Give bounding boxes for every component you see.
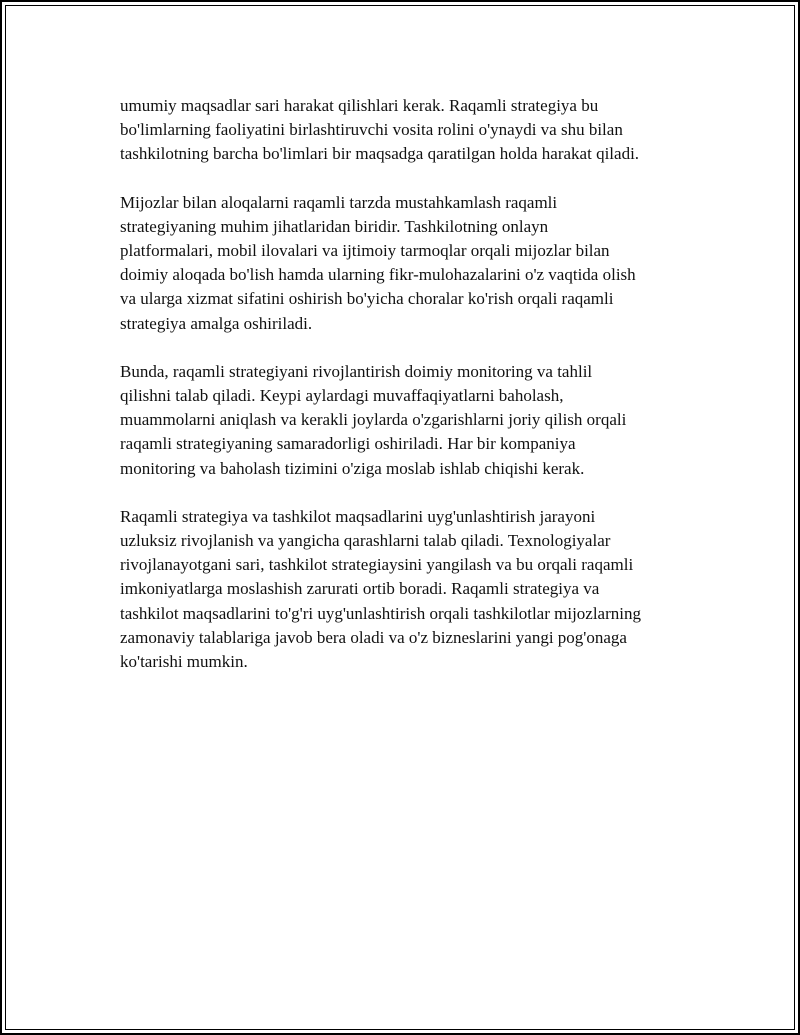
text-line: strategiya amalga oshiriladi. bbox=[120, 313, 313, 333]
text-line: Raqamli strategiya va tashkilot maqsadlarini uyg'unlashtirish jarayoni bbox=[120, 506, 596, 526]
text-line: bo'limlarning faoliyatini birlashtiruvchi vosita rolini o'ynaydi va shu bilan bbox=[120, 120, 623, 140]
text-line: monitoring va baholash tizimini o'ziga moslab ishlab chiqishi kerak. bbox=[120, 458, 585, 478]
text-line: zamonaviy talablariga javob bera oladi va o'z bizneslarini yangi pog'onaga bbox=[120, 627, 627, 647]
text-line: rivojlanayotgani sari, tashkilot strategiaysini yangilash va bu orqali raqamli bbox=[120, 555, 634, 575]
text-line: Bunda, raqamli strategiyani rivojlantirish doimiy monitoring va tahlil bbox=[120, 361, 593, 381]
paragraph-2 bbox=[120, 191, 700, 336]
text-line: ko'tarishi mumkin. bbox=[120, 652, 248, 672]
text-line: tashkilot maqsadlarini to'g'ri uyg'unlashtirish orqali tashkilotlar mijozlarning bbox=[120, 603, 641, 623]
text-line: doimiy aloqada bo'lish hamda ularning fikr-mulohazalarini o'z vaqtida olish bbox=[120, 265, 636, 285]
text-line: platformalari, mobil ilovalari va ijtimoiy tarmoqlar orqali mijozlar bilan bbox=[120, 241, 610, 261]
text-line: umumiy maqsadlar sari harakat qilishlari kerak. Raqamli strategiya bu bbox=[120, 96, 599, 115]
text-line: strategiyaning muhim jihatlaridan biridir. Tashkilotning onlayn bbox=[120, 216, 549, 236]
text-line: uzluksiz rivojlanish va yangicha qarashlarni talab qiladi. Texnologiyalar bbox=[120, 531, 611, 551]
text-line: raqamli strategiyaning samaradorligi oshiriladi. Har bir kompaniya bbox=[120, 434, 576, 454]
text-line: va ularga xizmat sifatini oshirish bo'yicha choralar ko'rish orqali raqamli bbox=[120, 289, 614, 309]
paragraph-1 bbox=[120, 94, 700, 167]
text-line: tashkilotning barcha bo'limlari bir maqsadga qaratilgan holda harakat qiladi. bbox=[120, 144, 640, 164]
text-line: Mijozlar bilan aloqalarni raqamli tarzda mustahkamlash raqamli bbox=[120, 192, 558, 212]
text-line: qilishni talab qiladi. Keypi aylardagi muvaffaqiyatlarni baholash, bbox=[120, 386, 564, 406]
paragraph-4 bbox=[120, 505, 700, 674]
paragraph-3 bbox=[120, 360, 700, 481]
text-line: imkoniyatlarga moslashish zarurati ortib boradi. Raqamli strategiya va bbox=[120, 579, 600, 599]
document-body bbox=[120, 94, 700, 698]
text-line: muammolarni aniqlash va kerakli joylarda o'zgarishlarni joriy qilish orqali bbox=[120, 410, 627, 430]
